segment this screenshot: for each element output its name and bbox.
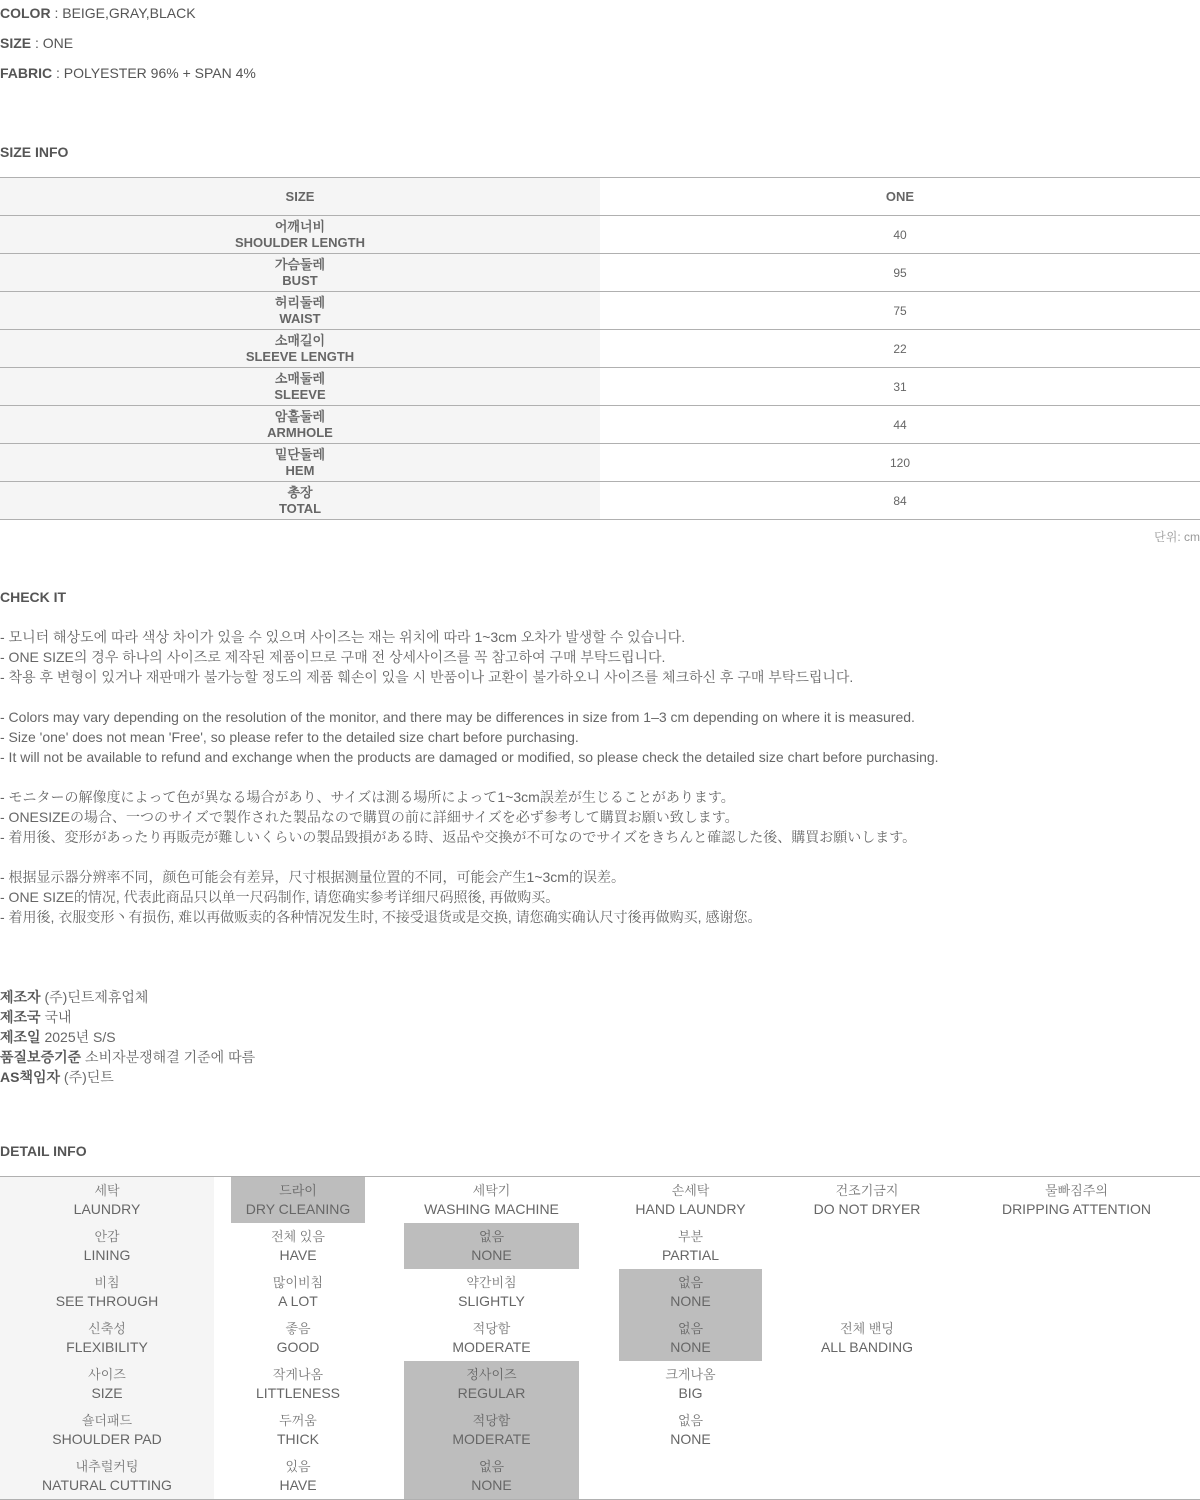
note-line: - ONESIZEの場合、一つのサイズで製作された製品なので購買の前に詳細サイズを必ず参考して購買お願い致します。 xyxy=(0,809,739,825)
detail-option xyxy=(782,1315,952,1361)
detail-option xyxy=(404,1453,579,1499)
detail-row-label xyxy=(0,1177,214,1223)
detail-option xyxy=(404,1315,579,1361)
detail-option-kr: 부분 xyxy=(677,1229,704,1244)
spec-color-value: : BEIGE,GRAY,BLACK xyxy=(50,5,196,21)
detail-option-kr: 없음 xyxy=(677,1275,704,1290)
manufacturer-row xyxy=(0,1047,255,1067)
detail-row-label-en: FLEXIBILITY xyxy=(66,1339,148,1355)
detail-option xyxy=(231,1361,365,1407)
note-line: - 根据显示器分辨率不同，颜色可能会有差异，尺寸根据测量位置的不同，可能会产生1~3cm的误差。 xyxy=(0,869,625,885)
detail-option-kr: 많이비침 xyxy=(272,1275,324,1290)
size-row-label xyxy=(0,406,600,444)
size-row-label-kr: 밑단둘레 xyxy=(274,446,326,462)
detail-option-kr: 크게나옴 xyxy=(665,1367,716,1382)
size-row-value: 120 xyxy=(600,444,1200,482)
size-row-label xyxy=(0,368,600,406)
spec-fabric-value: : POLYESTER 96% + SPAN 4% xyxy=(52,65,256,81)
size-row-value: 40 xyxy=(600,216,1200,254)
detail-option-en: MODERATE xyxy=(452,1431,531,1447)
size-table-row xyxy=(0,216,1200,254)
detail-option-kr: 약간비침 xyxy=(466,1275,517,1290)
note-line: - モニターの解像度によって色が異なる場合があり、サイズは測る場所によって1~3cm誤差が生じることがあります。 xyxy=(0,789,735,805)
size-row-label xyxy=(0,254,600,292)
detail-option-en: NONE xyxy=(471,1247,512,1263)
detail-option xyxy=(619,1361,762,1407)
detail-option xyxy=(231,1407,365,1453)
manufacturer-row xyxy=(0,1007,255,1027)
size-row-label xyxy=(0,444,600,482)
detail-option xyxy=(231,1315,365,1361)
detail-option-en: NONE xyxy=(471,1477,512,1493)
detail-row-label-en: SIZE xyxy=(91,1385,123,1401)
detail-option-kr: 세탁기 xyxy=(472,1183,511,1198)
detail-option-kr: 적당함 xyxy=(472,1413,511,1428)
detail-option-kr: 없음 xyxy=(478,1229,505,1244)
size-row-label xyxy=(0,482,600,520)
detail-row-label-en: LAUNDRY xyxy=(73,1201,141,1217)
detail-grid xyxy=(0,1176,1200,1500)
detail-option-en: DO NOT DRYER xyxy=(813,1201,921,1217)
detail-option xyxy=(231,1223,365,1269)
size-row-value: 31 xyxy=(600,368,1200,406)
spec-color xyxy=(0,5,196,21)
detail-option xyxy=(404,1177,579,1223)
size-table xyxy=(0,177,1200,520)
detail-option-en: ALL BANDING xyxy=(820,1339,914,1355)
spec-fabric xyxy=(0,65,256,81)
detail-info-title: DETAIL INFO xyxy=(0,1143,87,1159)
detail-row-label-en: SHOULDER PAD xyxy=(52,1431,162,1447)
detail-option-kr: 건조기금지 xyxy=(835,1183,899,1198)
detail-option-kr: 적당함 xyxy=(472,1321,511,1336)
size-row-label xyxy=(0,330,600,368)
note-line: - ONE SIZE的情况, 代表此商品只以单一尺码制作, 请您确实参考详细尺码照後, 再做购买。 xyxy=(0,889,560,905)
detail-row-label-en: SEE THROUGH xyxy=(55,1293,159,1309)
detail-option-kr: 정사이즈 xyxy=(466,1367,517,1382)
detail-option-en: DRIPPING ATTENTION xyxy=(1001,1201,1152,1217)
size-row-value: 44 xyxy=(600,406,1200,444)
detail-option-en: THICK xyxy=(277,1431,319,1447)
manufacturer-label: 제조일 xyxy=(0,1029,41,1045)
detail-option-kr: 전체 밴딩 xyxy=(840,1321,894,1336)
detail-option-en: DRY CLEANING xyxy=(245,1201,351,1217)
detail-option-en: BIG xyxy=(678,1385,703,1401)
size-row-label-kr: 소매길이 xyxy=(274,332,326,348)
detail-row-label xyxy=(0,1223,214,1269)
size-table-row xyxy=(0,482,1200,520)
detail-row-label-kr: 내추럴커팅 xyxy=(75,1459,139,1474)
check-it-notes xyxy=(0,627,939,947)
size-row-value: 75 xyxy=(600,292,1200,330)
size-table-row xyxy=(0,406,1200,444)
manufacturer-value: 2025년 S/S xyxy=(40,1029,116,1045)
spec-size-label: SIZE xyxy=(0,35,32,51)
detail-option-kr: 드라이 xyxy=(279,1183,317,1198)
detail-option-kr: 두꺼움 xyxy=(279,1413,317,1428)
manufacturer-row xyxy=(0,1067,255,1087)
manufacturer-value: (주)딘트제휴업체 xyxy=(40,989,149,1005)
note-line: - 着用後、変形があったり再販売が難しいくらいの製品毀損がある時、返品や交換が不可なのでサイズをきちんと確認した後、購買お願いします。 xyxy=(0,829,917,845)
detail-row-label xyxy=(0,1269,214,1315)
detail-row-label-kr: 세탁 xyxy=(94,1183,120,1198)
size-header-label: SIZE xyxy=(0,178,600,216)
size-table-row xyxy=(0,292,1200,330)
detail-option-en: HAVE xyxy=(279,1247,317,1263)
size-row-label-kr: 허리둘레 xyxy=(274,294,326,310)
detail-option xyxy=(619,1407,762,1453)
size-row-label-en: ARMHOLE xyxy=(267,424,333,440)
detail-option-en: NONE xyxy=(670,1431,711,1447)
detail-option xyxy=(404,1361,579,1407)
size-table-row xyxy=(0,330,1200,368)
detail-option-en: HAND LAUNDRY xyxy=(635,1201,746,1217)
note-group xyxy=(0,867,939,927)
size-row-label-en: SHOULDER LENGTH xyxy=(235,234,365,250)
detail-option xyxy=(619,1177,762,1223)
detail-option-kr: 있음 xyxy=(285,1459,311,1474)
detail-option-en: NONE xyxy=(670,1293,711,1309)
size-header-value: ONE xyxy=(600,178,1200,216)
size-row-value: 84 xyxy=(600,482,1200,520)
detail-option-en: GOOD xyxy=(276,1339,320,1355)
size-row-label-en: WAIST xyxy=(279,310,321,326)
note-line: - 着用後, 衣服变形丶有损伤, 难以再做贩卖的各种情况发生时, 不接受退货或是交换, 请您确实确认尺寸後再做购买, 感谢您。 xyxy=(0,909,762,925)
detail-option-kr: 손세탁 xyxy=(671,1183,710,1198)
detail-option xyxy=(404,1223,579,1269)
spec-size xyxy=(0,35,73,51)
spec-size-value: : ONE xyxy=(31,35,74,51)
size-row-label-kr: 가슴둘레 xyxy=(274,256,326,272)
note-line: - ONE SIZE의 경우 하나의 사이즈로 제작된 제품이므로 구매 전 상세사이즈를 꼭 참고하여 구매 부탁드립니다. xyxy=(0,649,666,665)
size-row-label-kr: 총장 xyxy=(287,484,313,500)
size-table-row xyxy=(0,368,1200,406)
note-line: - 착용 후 변형이 있거나 재판매가 불가능할 정도의 제품 훼손이 있을 시 반품이나 교환이 불가하오니 사이즈를 체크하신 후 구매 부탁드립니다. xyxy=(0,669,854,685)
detail-row-label-kr: 비침 xyxy=(94,1275,120,1290)
spec-color-label: COLOR xyxy=(0,5,51,21)
manufacturer-info xyxy=(0,987,255,1087)
note-line: - Colors may vary depending on the resolution of the monitor, and there may be differences in size from 1–3 cm depending on where it is measured. xyxy=(0,709,915,725)
size-row-label-en: TOTAL xyxy=(278,500,322,516)
manufacturer-row xyxy=(0,987,255,1007)
detail-option-en: PARTIAL xyxy=(661,1247,720,1263)
size-row-label-en: HEM xyxy=(285,462,315,478)
size-row-label-en: SLEEVE xyxy=(274,386,326,402)
unit-label: 단위: cm xyxy=(1154,530,1200,544)
note-line: - Size 'one' does not mean 'Free', so please refer to the detailed size chart before purchasing. xyxy=(0,729,579,745)
detail-option-en: MODERATE xyxy=(452,1339,531,1355)
note-line: - 모니터 해상도에 따라 색상 차이가 있을 수 있으며 사이즈는 재는 위치에 따라 1~3cm 오차가 발생할 수 있습니다. xyxy=(0,629,686,645)
note-line: - It will not be available to refund and exchange when the products are damaged or modified, so please check the detailed size chart before purchasing. xyxy=(0,749,939,765)
detail-option-kr: 작게나옴 xyxy=(272,1367,324,1382)
detail-option xyxy=(619,1223,762,1269)
detail-option-kr: 없음 xyxy=(677,1413,704,1428)
detail-option xyxy=(975,1177,1178,1223)
detail-option xyxy=(782,1177,952,1223)
manufacturer-label: AS책임자 xyxy=(0,1069,61,1085)
manufacturer-label: 제조자 xyxy=(0,989,41,1005)
detail-row-label-kr: 사이즈 xyxy=(88,1367,126,1382)
detail-option-en: REGULAR xyxy=(457,1385,526,1401)
detail-row-label-kr: 신축성 xyxy=(88,1321,126,1336)
detail-option xyxy=(404,1269,579,1315)
size-table-row xyxy=(0,444,1200,482)
detail-option-en: HAVE xyxy=(279,1477,317,1493)
detail-row-label-en: LINING xyxy=(83,1247,131,1263)
detail-option xyxy=(231,1269,365,1315)
manufacturer-label: 품질보증기준 xyxy=(0,1049,82,1065)
size-row-label xyxy=(0,292,600,330)
detail-option-kr: 없음 xyxy=(478,1459,505,1474)
note-group xyxy=(0,707,939,767)
spec-fabric-label: FABRIC xyxy=(0,65,53,81)
detail-option xyxy=(231,1177,365,1223)
detail-option-kr: 없음 xyxy=(677,1321,704,1336)
detail-option-en: A LOT xyxy=(278,1293,318,1309)
note-group xyxy=(0,627,939,687)
detail-option-en: LITTLENESS xyxy=(255,1385,341,1401)
size-row-label-kr: 암홀둘레 xyxy=(274,408,326,424)
size-info-title: SIZE INFO xyxy=(0,144,69,160)
detail-row-label xyxy=(0,1453,214,1499)
size-row-value: 22 xyxy=(600,330,1200,368)
manufacturer-value: 국내 xyxy=(40,1009,72,1025)
detail-option xyxy=(619,1269,762,1315)
detail-row-label xyxy=(0,1315,214,1361)
detail-option-kr: 좋음 xyxy=(285,1321,311,1336)
manufacturer-row xyxy=(0,1027,255,1047)
detail-option-kr: 물빠짐주의 xyxy=(1045,1183,1108,1198)
size-table-header xyxy=(0,178,1200,216)
detail-option xyxy=(404,1407,579,1453)
detail-option-en: SLIGHTLY xyxy=(458,1293,525,1309)
size-row-value: 95 xyxy=(600,254,1200,292)
manufacturer-value: 소비자분쟁해결 기준에 따름 xyxy=(81,1049,256,1065)
detail-row-label xyxy=(0,1361,214,1407)
manufacturer-label: 제조국 xyxy=(0,1009,41,1025)
size-row-label-kr: 소매둘레 xyxy=(274,370,326,386)
size-row-label-kr: 어깨너비 xyxy=(274,218,326,234)
detail-option xyxy=(619,1315,762,1361)
detail-option-en: NONE xyxy=(670,1339,711,1355)
check-it-title: CHECK IT xyxy=(0,589,67,605)
size-row-label xyxy=(0,216,600,254)
detail-option-kr: 전체 있음 xyxy=(271,1229,325,1244)
detail-row-label-kr: 숄더패드 xyxy=(81,1413,133,1428)
size-row-label-en: SLEEVE LENGTH xyxy=(245,348,355,364)
detail-row-label-kr: 안감 xyxy=(94,1229,120,1244)
detail-option xyxy=(231,1453,365,1499)
size-table-row xyxy=(0,254,1200,292)
size-row-label-en: BUST xyxy=(282,272,318,288)
detail-row-label-en: NATURAL CUTTING xyxy=(42,1477,172,1493)
note-group xyxy=(0,787,939,847)
detail-option-en: WASHING MACHINE xyxy=(424,1201,559,1217)
manufacturer-value: (주)딘트 xyxy=(60,1069,114,1085)
detail-row-label xyxy=(0,1407,214,1453)
